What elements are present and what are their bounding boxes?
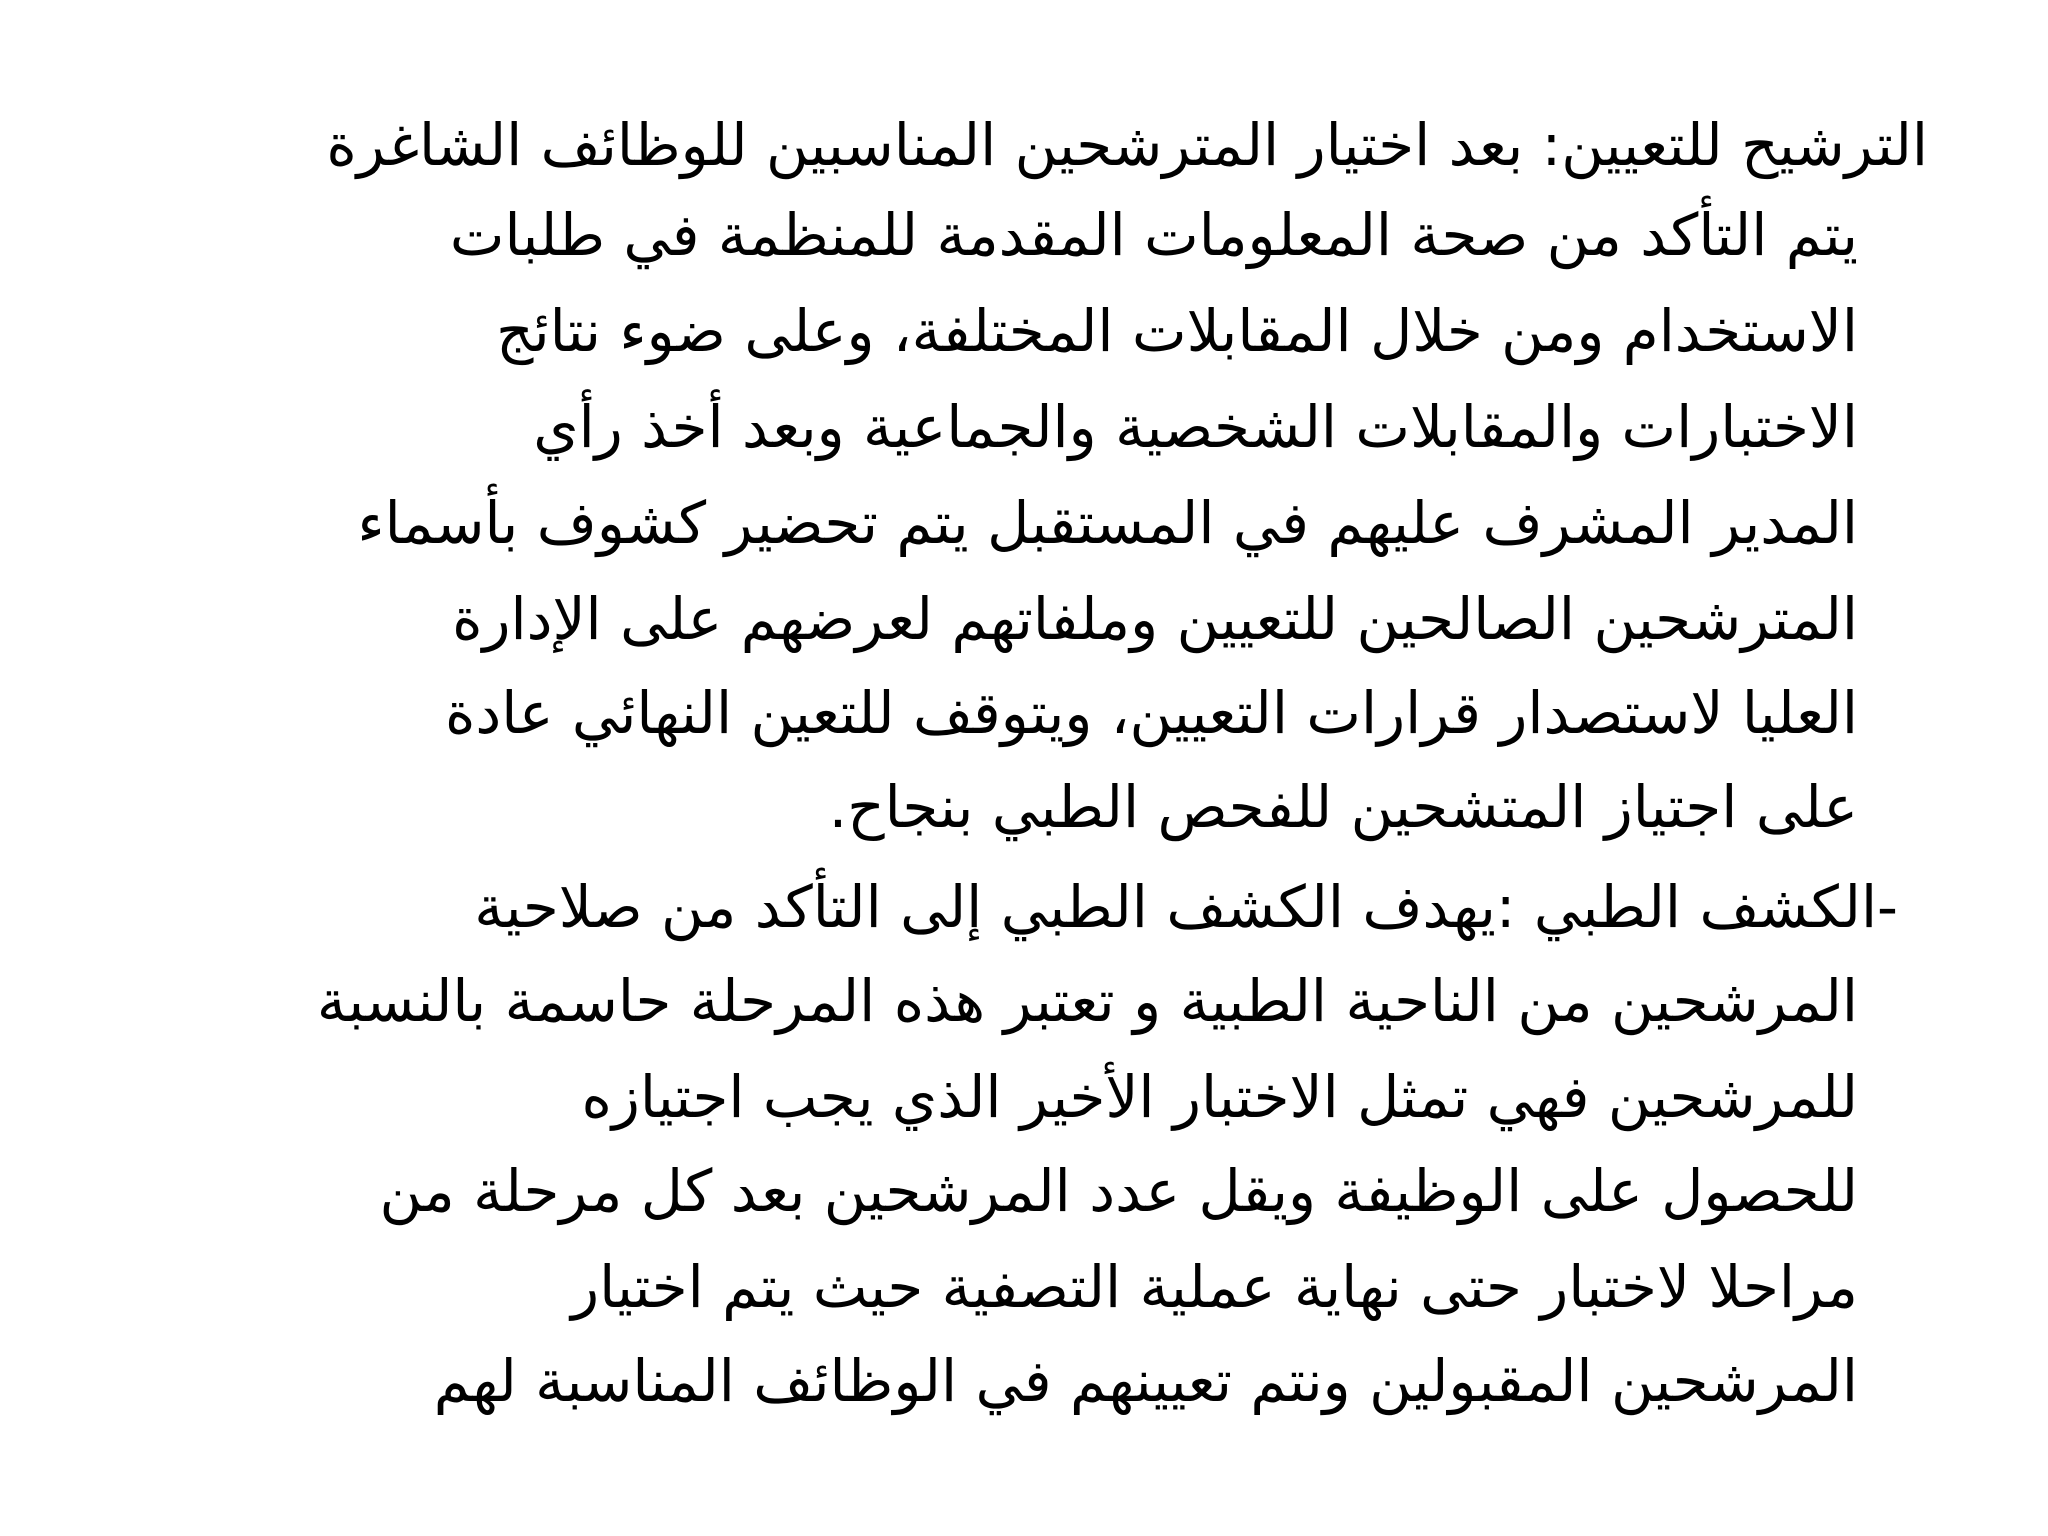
paragraph1-line-5: المدير المشرف عليهم في المستقبل يتم تحضير كشوف بأسماء bbox=[357, 489, 1858, 557]
paragraph2-line-6: المرشحين المقبولين ونتم تعيينهم في الوظائف المناسبة لهم bbox=[433, 1347, 1858, 1415]
paragraph1-line-6: المترشحين الصالحين للتعيين وملفاتهم لعرضهم على الإدارة bbox=[452, 585, 1858, 653]
paragraph2-line-5: مراحلا لاختبار حتى نهاية عملية التصفية حيث يتم اختيار bbox=[571, 1253, 1858, 1321]
paragraph1-line-2: يتم التأكد من صحة المعلومات المقدمة للمنظمة في طلبات bbox=[449, 201, 1858, 269]
paragraph1-line-4: الاختبارات والمقابلات الشخصية والجماعية وبعد أخذ رأي bbox=[533, 393, 1858, 461]
paragraph1-line-1: الترشيح للتعيين: بعد اختيار المترشحين المناسبين للوظائف الشاغرة bbox=[326, 111, 1928, 179]
paragraph2-line-1: -الكشف الطبي :يهدف الكشف الطبي إلى التأكد من صلاحية bbox=[474, 873, 1898, 941]
paragraph2-line-2: المرشحين من الناحية الطبية و تعتبر هذه المرحلة حاسمة بالنسبة bbox=[316, 967, 1858, 1035]
paragraph1-line-3: الاستخدام ومن خلال المقابلات المختلفة، وعلى ضوء نتائج bbox=[496, 297, 1858, 365]
paragraph1-line-8: على اجتياز المتشحين للفحص الطبي بنجاح. bbox=[828, 773, 1858, 841]
paragraph1-line-7: العليا لاستصدار قرارات التعيين، ويتوقف للتعين النهائي عادة bbox=[444, 679, 1858, 747]
paragraph2-line-3: للمرشحين فهي تمثل الاختبار الأخير الذي يجب اجتيازه bbox=[581, 1063, 1858, 1131]
paragraph2-line-4: للحصول على الوظيفة ويقل عدد المرشحين بعد كل مرحلة من bbox=[379, 1157, 1858, 1225]
